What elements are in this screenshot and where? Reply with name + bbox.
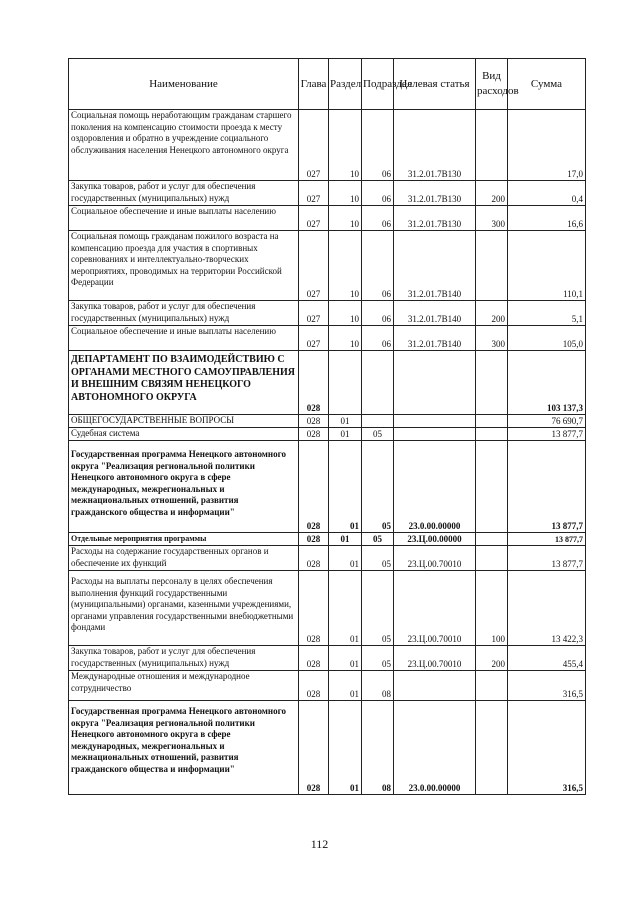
row-podrazdel: 05 [362,441,394,533]
row-sum: 0,4 [508,181,586,206]
table-row [69,533,586,546]
row-sum: 316,5 [508,701,586,795]
row-podrazdel: 06 [362,181,394,206]
row-vid [476,351,508,415]
row-vid [476,671,508,701]
row-name: ДЕПАРТАМЕНТ ПО ВЗАИМОДЕЙСТВИЮ С ОРГАНАМИ МЕСТНОГО САМОУПРАВЛЕНИЯ И ВНЕШНИМ СВЯЗЯМ НЕНЕЦКОГО АВТОНОМНОГО ОКРУГА [69,351,299,415]
row-vid [476,415,508,428]
row-vid [476,533,508,546]
table-row [69,646,586,671]
row-target: 31.2.01.7В140 [394,326,476,351]
table-row [69,231,586,301]
row-podrazdel: 05 [362,546,394,571]
row-name: Социальное обеспечение и иные выплаты населению [69,206,299,231]
row-glava: 028 [299,646,329,671]
row-podrazdel: 06 [362,110,394,181]
row-vid: 100 [476,571,508,646]
header-target: Целевая статья [394,59,476,110]
row-name: Отдельные мероприятия программы [69,533,299,546]
row-sum: 105,0 [508,326,586,351]
row-podrazdel: 05 [362,428,394,441]
row-vid [476,231,508,301]
row-glava: 028 [299,415,329,428]
row-sum: 13 877,7 [508,546,586,571]
row-target: 31.2.01.7В140 [394,231,476,301]
header-vid: Вид расходов [476,59,508,110]
row-name: Социальное обеспечение и иные выплаты населению [69,326,299,351]
row-vid [476,441,508,533]
header-name: Наименование [69,59,299,110]
row-glava: 028 [299,533,329,546]
table-row [69,428,586,441]
row-sum: 76 690,7 [508,415,586,428]
table-row [69,571,586,646]
row-razdel: 01 [329,428,362,441]
table-row [69,351,586,415]
row-sum: 13 877,7 [508,441,586,533]
row-sum: 13 877,7 [508,533,586,546]
row-razdel: 10 [329,326,362,351]
row-glava: 027 [299,206,329,231]
row-glava: 027 [299,326,329,351]
table-row [69,671,586,701]
row-razdel: 01 [329,441,362,533]
row-razdel: 10 [329,181,362,206]
row-podrazdel [362,415,394,428]
row-name: Закупка товаров, работ и услуг для обеспечения государственных (муниципальных) нужд [69,301,299,326]
row-target [394,351,476,415]
row-glava: 027 [299,301,329,326]
row-target: 31.2.01.7В130 [394,110,476,181]
row-glava: 027 [299,181,329,206]
row-vid [476,110,508,181]
table-row [69,701,586,795]
row-podrazdel: 06 [362,231,394,301]
row-name: Международные отношения и международное сотрудничество [69,671,299,701]
row-target: 23.Ц.00.70010 [394,546,476,571]
row-razdel: 10 [329,110,362,181]
row-glava: 028 [299,701,329,795]
row-vid: 300 [476,326,508,351]
row-glava: 028 [299,571,329,646]
row-target: 31.2.01.7В130 [394,181,476,206]
row-razdel: 10 [329,231,362,301]
row-name: Расходы на содержание государственных органов и обеспечение их функций [69,546,299,571]
row-glava: 027 [299,110,329,181]
row-razdel: 01 [329,671,362,701]
row-glava: 028 [299,546,329,571]
row-target: 23.Ц.00.70010 [394,571,476,646]
row-razdel: 01 [329,533,362,546]
row-sum: 17,0 [508,110,586,181]
table-row [69,301,586,326]
row-razdel: 10 [329,301,362,326]
row-razdel: 10 [329,206,362,231]
row-vid: 200 [476,301,508,326]
row-target [394,671,476,701]
row-vid [476,701,508,795]
row-target: 23.Ц.00.70010 [394,646,476,671]
row-glava: 027 [299,231,329,301]
row-name: Закупка товаров, работ и услуг для обеспечения государственных (муниципальных) нужд [69,181,299,206]
row-target [394,428,476,441]
row-name: ОБЩЕГОСУДАРСТВЕННЫЕ ВОПРОСЫ [69,415,299,428]
table-row [69,206,586,231]
row-sum: 13 422,3 [508,571,586,646]
row-sum: 316,5 [508,671,586,701]
row-glava: 028 [299,351,329,415]
row-podrazdel [362,351,394,415]
row-podrazdel: 05 [362,571,394,646]
row-vid: 200 [476,181,508,206]
row-name: Расходы на выплаты персоналу в целях обеспечения выполнения функций государственными (муниципальными) органами, казенными учреждениями, органами управления государственными внебюджетными фондами [69,571,299,646]
budget-table [68,58,586,795]
header-razdel: Раздел [329,59,362,110]
row-razdel: 01 [329,571,362,646]
page-number: 112 [310,837,329,851]
row-name: Социальная помощь гражданам пожилого возраста на компенсацию проезда для участия в спортивных соревнованиях и интеллектуально-творческих мероприятиях, проводимых на территории Российской Федерации [69,231,299,301]
row-glava: 028 [299,671,329,701]
row-glava: 028 [299,441,329,533]
table-row [69,181,586,206]
row-target: 31.2.01.7В130 [394,206,476,231]
row-podrazdel: 06 [362,206,394,231]
header-podrazdel: Подраздел [362,59,394,110]
row-razdel: 01 [329,646,362,671]
table-row [69,415,586,428]
row-name: Государственная программа Ненецкого автономного округа "Реализация региональной политики Ненецкого автономного округа в сфере международных, межрегиональных и межнациональных отношений, развития гражданского общества и информации" [69,441,299,533]
row-razdel [329,351,362,415]
row-target: 31.2.01.7В140 [394,301,476,326]
row-vid [476,546,508,571]
row-target: 23.Ц.00.00000 [394,533,476,546]
row-sum: 455,4 [508,646,586,671]
row-vid [476,428,508,441]
header-row [69,59,586,110]
row-podrazdel: 06 [362,301,394,326]
row-vid: 200 [476,646,508,671]
row-name: Государственная программа Ненецкого автономного округа "Реализация региональной политики Ненецкого автономного округа в сфере международных, межрегиональных и межнациональных отношений, развития гражданского общества и информации" [69,701,299,795]
row-vid: 300 [476,206,508,231]
row-sum: 110,1 [508,231,586,301]
row-podrazdel: 08 [362,701,394,795]
row-name: Закупка товаров, работ и услуг для обеспечения государственных (муниципальных) нужд [69,646,299,671]
table-row [69,110,586,181]
row-target: 23.0.00.00000 [394,701,476,795]
row-podrazdel: 05 [362,646,394,671]
header-glava: Глава [299,59,329,110]
row-glava: 028 [299,428,329,441]
row-sum: 103 137,3 [508,351,586,415]
row-target: 23.0.00.00000 [394,441,476,533]
row-name: Судебная система [69,428,299,441]
row-podrazdel: 06 [362,326,394,351]
row-razdel: 01 [329,701,362,795]
row-sum: 16,6 [508,206,586,231]
table-row [69,326,586,351]
row-razdel: 01 [329,546,362,571]
row-razdel: 01 [329,415,362,428]
row-podrazdel: 08 [362,671,394,701]
row-sum: 13 877,7 [508,428,586,441]
row-name: Социальная помощь неработающим гражданам старшего поколения на компенсацию стоимости проезда к месту оздоровления и обратно в учреждение социального обслуживания населения Ненецкого автономного округа [69,110,299,181]
table-row [69,546,586,571]
row-sum: 5,1 [508,301,586,326]
row-podrazdel: 05 [362,533,394,546]
table-row [69,441,586,533]
row-target [394,415,476,428]
header-sum: Сумма [508,59,586,110]
